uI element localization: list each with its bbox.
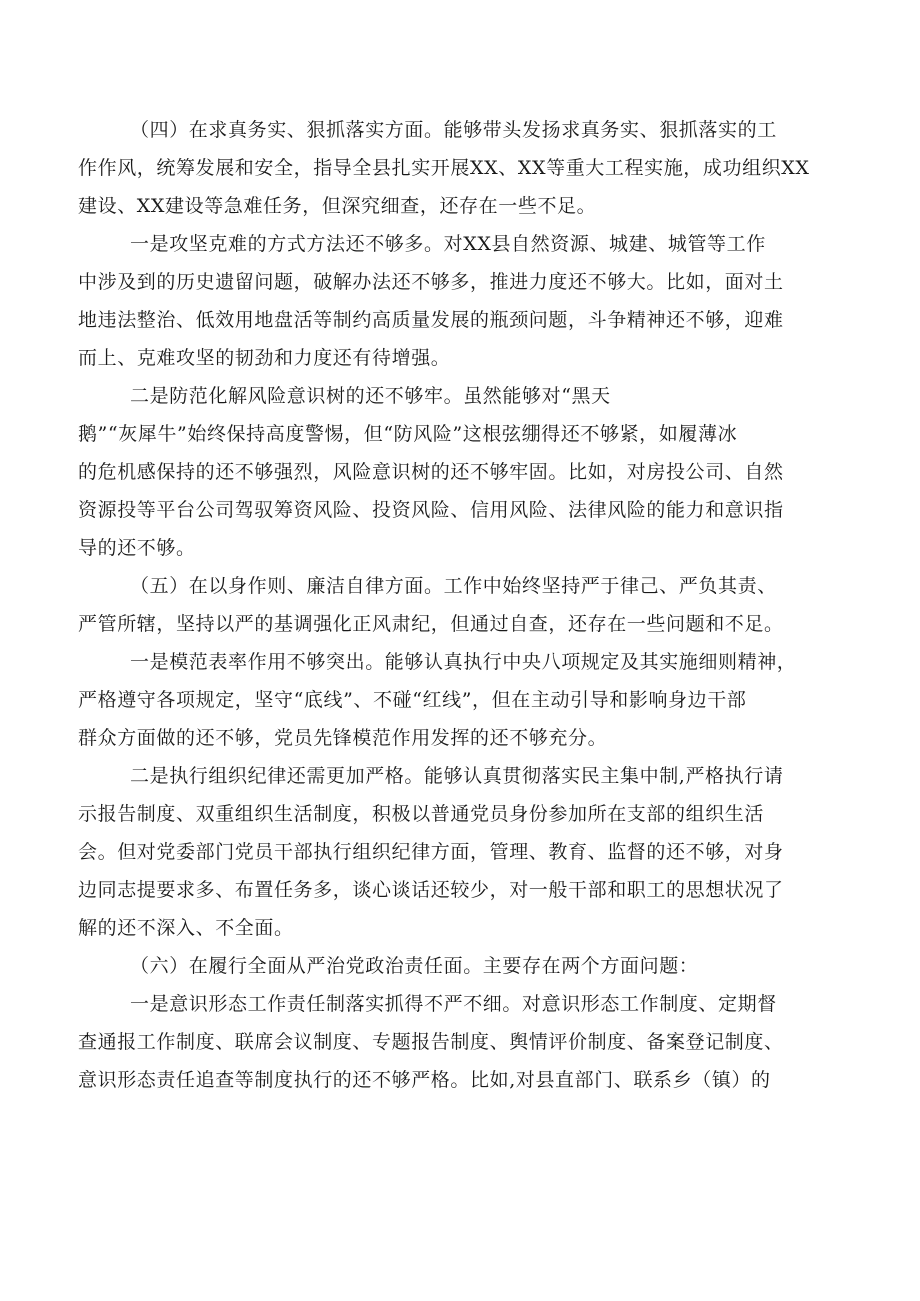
paragraph-line: 一是意识形态工作责任制落实抓得不严不细。对意识形态工作制度、定期督 — [130, 993, 777, 1015]
paragraph-line: 边同志提要求多、布置任务多，谈心谈话还较少，对一般干部和职工的思想状况了 — [78, 879, 784, 901]
paragraph-line: 中涉及到的历史遗留问题，破解办法还不够多，推进力度还不够大。比如，面对土 — [78, 271, 784, 293]
paragraph-line: 意识形态责任追查等制度执行的还不够严格。比如,对县直部门、联系乡（镇）的 — [78, 1069, 771, 1091]
paragraph-line: 而上、克难攻坚的韧劲和力度还有待增强。 — [78, 347, 451, 369]
paragraph-line: 示报告制度、双重组织生活制度，积极以普通党员身份参加所在支部的组织生活 — [78, 803, 765, 825]
paragraph-line: 查通报工作制度、联席会议制度、专题报告制度、舆情评价制度、备案登记制度、 — [78, 1031, 784, 1053]
paragraph-line: 作作风，统筹发展和安全，指导全县扎实开展XX、XX等重大工程实施，成功组织XX — [78, 157, 810, 179]
paragraph-line: 一是模范表率作用不够突出。能够认真执行中央八项规定及其实施细则精神， — [130, 651, 797, 673]
paragraph-line: 资源投等平台公司驾驭筹资风险、投资风险、信用风险、法律风险的能力和意识指 — [78, 499, 784, 521]
paragraph-line: （六）在履行全面从严治党政治责任面。主要存在两个方面问题： — [130, 955, 699, 977]
paragraph-line: （五）在以身作则、廉洁自律方面。工作中始终坚持严于律己、严负其责、 — [130, 575, 777, 597]
paragraph-line: 二是执行组织纪律还需更加严格。能够认真贯彻落实民主集中制,严格执行请 — [130, 765, 784, 787]
paragraph-line: 会。但对党委部门党员干部执行组织纪律方面，管理、教育、监督的还不够，对身 — [78, 841, 784, 863]
paragraph-line: 严格遵守各项规定，坚守“底线”、不碰“红线”，但在主动引导和影响身边干部 — [78, 689, 747, 711]
paragraph-line: 解的还不深入、不全面。 — [78, 917, 294, 939]
paragraph-line: 二是防范化解风险意识树的还不够牢。虽然能够对“黑天 — [130, 385, 611, 407]
paragraph-line: 的危机感保持的还不够强烈，风险意识树的还不够牢固。比如，对房投公司、自然 — [78, 461, 784, 483]
paragraph-line: 一是攻坚克难的方式方法还不够多。对XX县自然资源、城建、城管等工作 — [130, 233, 766, 255]
paragraph-line: 导的还不够。 — [78, 537, 196, 559]
paragraph-line: （四）在求真务实、狠抓落实方面。能够带头发扬求真务实、狠抓落实的工 — [130, 119, 777, 141]
paragraph-line: 严管所辖，坚持以严的基调强化正风肃纪，但通过自查，还存在一些问题和不足。 — [78, 613, 784, 635]
paragraph-line: 建设、XX建设等急难任务，但深究细查，还存在一些不足。 — [78, 195, 597, 217]
paragraph-line: 群众方面做的还不够，党员先锋模范作用发挥的还不够充分。 — [78, 727, 608, 749]
paragraph-line: 鹅”“灰犀牛”始终保持高度警惕，但“防风险”这根弦绷得还不够紧，如履薄冰 — [78, 423, 738, 445]
paragraph-line: 地违法整治、低效用地盘活等制约高质量发展的瓶颈问题，斗争精神还不够，迎难 — [78, 309, 784, 331]
